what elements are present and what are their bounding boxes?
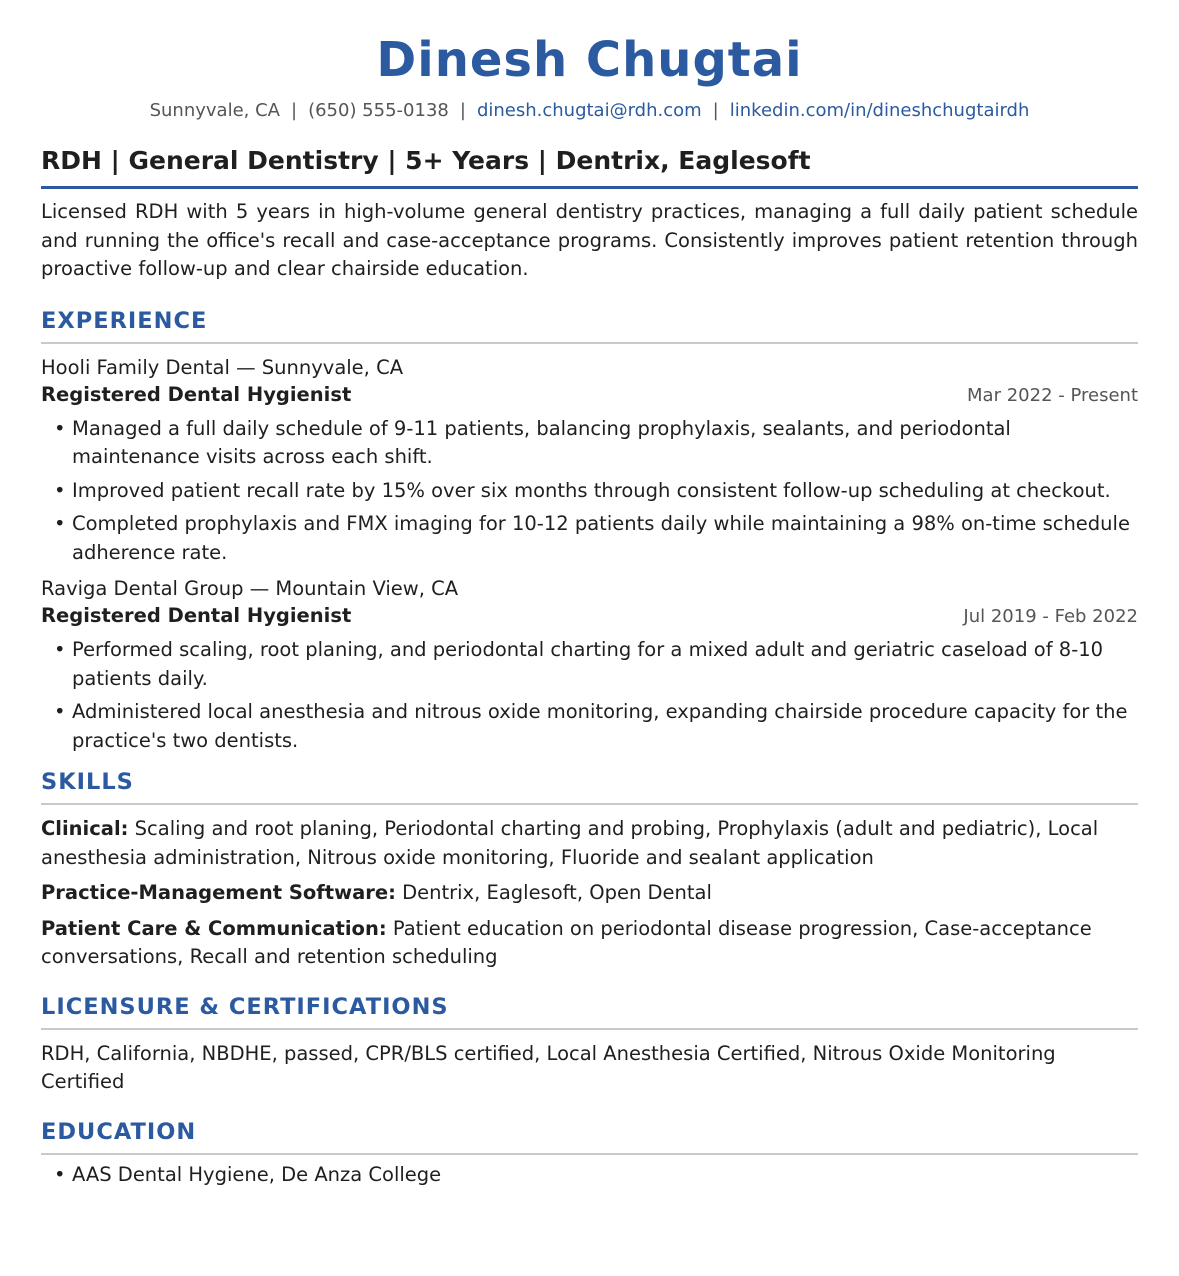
contact-phone: (650) 555-0138 [308,100,449,121]
job-bullet-text: Improved patient recall rate by 15% over six months through consistent follow-up scheduling at checkout. [72,478,1111,502]
contact-linkedin-link[interactable]: linkedin.com/in/dineshchugtairdh [729,100,1030,121]
skill-group [41,915,1138,972]
bullet-icon: • [54,416,66,440]
professional-headline: RDH | General Dentistry | 5+ Years | Dentrix, Eaglesoft [41,144,1138,189]
contact-location: Sunnyvale, CA [149,100,280,121]
section-title-education: EDUCATION [41,1117,1138,1155]
job-entry [41,575,1138,755]
bullet-icon: • [54,478,66,502]
skill-group-label: Patient Care & Communication: [41,916,387,940]
job-role: Registered Dental Hygienist [41,382,352,406]
licensure-text: RDH, California, NBDHE, passed, CPR/BLS certified, Local Anesthesia Certified, Nitrous Oxide Monitoring Certified [41,1041,1056,1093]
job-bullet-text: Administered local anesthesia and nitrous oxide monitoring, expanding chairside procedure capacity for the practice's two dentists. [72,700,1128,752]
job-bullet [41,477,1138,506]
bullet-icon: • [54,638,66,661]
contact-separator: | [459,100,466,121]
job-bullets [41,636,1138,755]
contact-separator: | [290,100,298,121]
job-bullet-text: Completed prophylaxis and FMX imaging for 10-12 patients daily while maintaining a 98% on-time schedule adherence rate. [72,512,1130,564]
bullet-icon: • [54,512,66,535]
education-item [41,1161,1138,1190]
candidate-name: Dinesh Chugtai [376,32,803,88]
skill-group-label: Clinical: [41,817,129,840]
job-bullet [41,698,1138,755]
job-bullet [41,510,1138,567]
contact-line [41,98,1138,124]
section-title-skills: SKILLS [41,767,1138,805]
job-dates: Jul 2019 - Feb 2022 [963,606,1138,627]
job-bullet [41,415,1138,472]
job-company: Raviga Dental Group — Mountain View, CA [41,577,459,600]
skill-group-label: Practice-Management Software: [41,881,396,904]
professional-summary: Licensed RDH with 5 years in high-volume general dentistry practices, managing a full daily patient schedule and running the office's recall and case-acceptance programs. Consistently improves patient retention through proactive follow-up and clear chairside education. [41,200,1138,280]
bullet-icon: • [54,1162,66,1186]
skill-group [41,879,1138,908]
skill-group-text: Dentrix, Eaglesoft, Open Dental [402,881,712,904]
job-bullets [41,415,1138,568]
contact-separator: | [712,100,719,121]
section-title-experience: EXPERIENCE [41,306,1138,344]
job-bullet [41,636,1138,693]
education-list [41,1161,1138,1190]
job-dates: Mar 2022 - Present [967,384,1138,406]
job-role: Registered Dental Hygienist [41,604,352,627]
skill-group [41,815,1138,872]
bullet-icon: • [54,700,66,723]
section-title-licensure: LICENSURE & CERTIFICATIONS [41,992,1138,1030]
job-role-row [41,381,1138,409]
skill-group-text: Scaling and root planing, Periodontal charting and probing, Prophylaxis (adult and pediatric), Local anesthesia administration, Nitrous oxide monitoring, Fluoride and sealant application [41,817,1099,869]
skill-group-text: Patient education on periodontal disease progression, Case-acceptance conversations, Recall and retention scheduling [41,916,1092,968]
job-entry [41,354,1138,568]
education-item-text: AAS Dental Hygiene, De Anza College [72,1162,442,1186]
job-company: Hooli Family Dental — Sunnyvale, CA [41,355,404,379]
contact-email-link[interactable]: dinesh.chugtai@rdh.com [476,100,702,121]
job-bullet-text: Performed scaling, root planing, and periodontal charting for a mixed adult and geriatric caseload of 8-10 patients daily. [72,638,1104,690]
job-bullet-text: Managed a full daily schedule of 9-11 patients, balancing prophylaxis, sealants, and periodontal maintenance visits across each shift. [72,416,1011,468]
job-role-row [41,602,1138,630]
